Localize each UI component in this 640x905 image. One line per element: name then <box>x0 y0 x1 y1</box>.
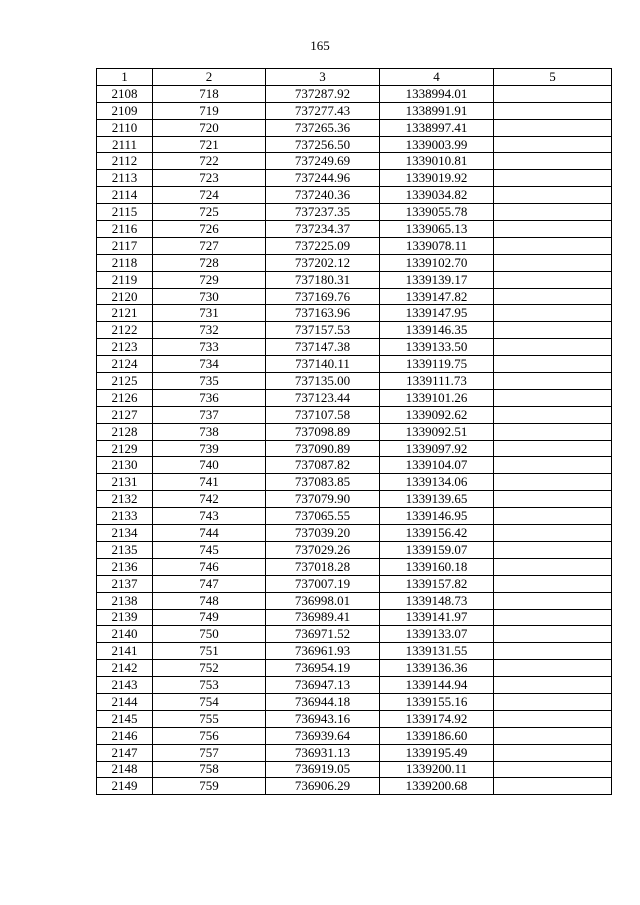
table-cell: 1339078.11 <box>380 237 494 254</box>
table-cell: 2119 <box>97 271 153 288</box>
table-cell: 2116 <box>97 221 153 238</box>
table-cell <box>494 102 612 119</box>
table-cell: 1339174.92 <box>380 710 494 727</box>
table-cell: 728 <box>153 254 266 271</box>
table-cell: 1339101.26 <box>380 389 494 406</box>
table-cell: 2148 <box>97 761 153 778</box>
table-cell: 736939.64 <box>266 727 380 744</box>
table-row <box>97 457 612 474</box>
table-cell <box>494 305 612 322</box>
table-cell: 737163.96 <box>266 305 380 322</box>
table-row <box>97 541 612 558</box>
table-cell: 736954.19 <box>266 660 380 677</box>
table-cell <box>494 85 612 102</box>
table-cell: 737123.44 <box>266 389 380 406</box>
table-cell: 1339019.92 <box>380 170 494 187</box>
table-row <box>97 305 612 322</box>
table-cell: 1338994.01 <box>380 85 494 102</box>
table-cell: 720 <box>153 119 266 136</box>
table-cell <box>494 693 612 710</box>
table-row <box>97 254 612 271</box>
table-cell: 733 <box>153 339 266 356</box>
table-cell: 1339156.42 <box>380 525 494 542</box>
table-cell <box>494 660 612 677</box>
table-cell: 745 <box>153 541 266 558</box>
column-header: 2 <box>153 69 266 86</box>
table-cell <box>494 153 612 170</box>
table-row <box>97 339 612 356</box>
table-cell: 737147.38 <box>266 339 380 356</box>
table-cell <box>494 373 612 390</box>
table-cell: 736931.13 <box>266 744 380 761</box>
table-cell <box>494 508 612 525</box>
table-row <box>97 119 612 136</box>
table-cell: 737029.26 <box>266 541 380 558</box>
table-cell: 736998.01 <box>266 592 380 609</box>
table-cell: 1339092.51 <box>380 423 494 440</box>
table-cell: 752 <box>153 660 266 677</box>
table-cell: 2142 <box>97 660 153 677</box>
table-row <box>97 389 612 406</box>
table-cell: 737090.89 <box>266 440 380 457</box>
table-cell: 737 <box>153 406 266 423</box>
table-cell: 1339155.16 <box>380 693 494 710</box>
table-cell <box>494 136 612 153</box>
table-cell: 722 <box>153 153 266 170</box>
table-cell <box>494 322 612 339</box>
table-cell: 737079.90 <box>266 491 380 508</box>
table-cell: 1339147.82 <box>380 288 494 305</box>
table-cell: 724 <box>153 187 266 204</box>
table-cell: 731 <box>153 305 266 322</box>
table-cell: 2115 <box>97 204 153 221</box>
table-cell <box>494 677 612 694</box>
table-row <box>97 710 612 727</box>
table-cell: 730 <box>153 288 266 305</box>
table-cell <box>494 389 612 406</box>
coordinates-table <box>96 68 612 795</box>
table-cell: 743 <box>153 508 266 525</box>
table-cell <box>494 221 612 238</box>
table-cell: 737249.69 <box>266 153 380 170</box>
table-cell: 2109 <box>97 102 153 119</box>
table-cell <box>494 727 612 744</box>
table-cell: 1339119.75 <box>380 356 494 373</box>
table-cell: 2149 <box>97 778 153 795</box>
table-cell: 734 <box>153 356 266 373</box>
table-cell <box>494 170 612 187</box>
table-cell: 742 <box>153 491 266 508</box>
table-row <box>97 643 612 660</box>
table-cell: 1339104.07 <box>380 457 494 474</box>
table-row <box>97 153 612 170</box>
table-row <box>97 575 612 592</box>
table-cell: 2126 <box>97 389 153 406</box>
column-header: 4 <box>380 69 494 86</box>
table-cell: 2113 <box>97 170 153 187</box>
table-cell: 737107.58 <box>266 406 380 423</box>
table-cell: 2125 <box>97 373 153 390</box>
table-cell: 738 <box>153 423 266 440</box>
table-cell: 736961.93 <box>266 643 380 660</box>
table-cell: 737234.37 <box>266 221 380 238</box>
table-cell: 2145 <box>97 710 153 727</box>
table-cell <box>494 761 612 778</box>
table-cell <box>494 744 612 761</box>
table-row <box>97 102 612 119</box>
table-cell: 737202.12 <box>266 254 380 271</box>
table-cell <box>494 440 612 457</box>
table-cell: 736906.29 <box>266 778 380 795</box>
table-cell <box>494 609 612 626</box>
table-cell: 2133 <box>97 508 153 525</box>
table-cell: 737240.36 <box>266 187 380 204</box>
table-cell: 737135.00 <box>266 373 380 390</box>
table-cell: 737083.85 <box>266 474 380 491</box>
table-cell: 737256.50 <box>266 136 380 153</box>
table-cell: 721 <box>153 136 266 153</box>
table-cell: 1339157.82 <box>380 575 494 592</box>
table-cell: 1339139.65 <box>380 491 494 508</box>
table-row <box>97 440 612 457</box>
table-cell <box>494 643 612 660</box>
table-cell: 756 <box>153 727 266 744</box>
table-cell: 726 <box>153 221 266 238</box>
table-row <box>97 558 612 575</box>
table-cell: 737140.11 <box>266 356 380 373</box>
table-cell: 736 <box>153 389 266 406</box>
table-cell: 737157.53 <box>266 322 380 339</box>
table-cell: 736971.52 <box>266 626 380 643</box>
table-cell: 1339092.62 <box>380 406 494 423</box>
table-cell: 1339055.78 <box>380 204 494 221</box>
table-cell: 2134 <box>97 525 153 542</box>
table-cell: 1339200.68 <box>380 778 494 795</box>
table-cell: 1339195.49 <box>380 744 494 761</box>
table-row <box>97 474 612 491</box>
table-cell: 739 <box>153 440 266 457</box>
table-cell: 1339159.07 <box>380 541 494 558</box>
table-cell: 737065.55 <box>266 508 380 525</box>
table-cell: 1339146.95 <box>380 508 494 525</box>
table-cell: 1339144.94 <box>380 677 494 694</box>
table-cell: 723 <box>153 170 266 187</box>
table-row <box>97 525 612 542</box>
table-row <box>97 170 612 187</box>
table-cell: 2140 <box>97 626 153 643</box>
table-cell: 736947.13 <box>266 677 380 694</box>
table-cell: 753 <box>153 677 266 694</box>
table-cell: 1339200.11 <box>380 761 494 778</box>
table-cell: 737277.43 <box>266 102 380 119</box>
table-cell: 737180.31 <box>266 271 380 288</box>
table-cell <box>494 778 612 795</box>
table-row <box>97 744 612 761</box>
table-cell: 736943.16 <box>266 710 380 727</box>
table-cell: 754 <box>153 693 266 710</box>
column-header: 3 <box>266 69 380 86</box>
table-cell: 2141 <box>97 643 153 660</box>
table-cell: 737169.76 <box>266 288 380 305</box>
table-row <box>97 406 612 423</box>
table-cell: 737039.20 <box>266 525 380 542</box>
table-cell: 1339133.50 <box>380 339 494 356</box>
page-number: 165 <box>310 38 330 53</box>
table-row <box>97 727 612 744</box>
table-cell <box>494 254 612 271</box>
table-row <box>97 508 612 525</box>
table-cell: 1339141.97 <box>380 609 494 626</box>
table-cell: 746 <box>153 558 266 575</box>
table-cell: 2146 <box>97 727 153 744</box>
table-cell <box>494 204 612 221</box>
table-cell: 758 <box>153 761 266 778</box>
table-cell: 1338997.41 <box>380 119 494 136</box>
table-cell: 2138 <box>97 592 153 609</box>
table-cell: 2132 <box>97 491 153 508</box>
table-cell: 747 <box>153 575 266 592</box>
table-row <box>97 187 612 204</box>
table-cell: 2130 <box>97 457 153 474</box>
table-row <box>97 356 612 373</box>
table-row <box>97 85 612 102</box>
table-cell: 2137 <box>97 575 153 592</box>
table-cell: 748 <box>153 592 266 609</box>
table-cell: 2129 <box>97 440 153 457</box>
table-cell: 2143 <box>97 677 153 694</box>
table-cell: 736919.05 <box>266 761 380 778</box>
column-header: 5 <box>494 69 612 86</box>
table-cell: 718 <box>153 85 266 102</box>
table-cell: 727 <box>153 237 266 254</box>
table-cell: 2147 <box>97 744 153 761</box>
table-cell <box>494 491 612 508</box>
table-cell: 1338991.91 <box>380 102 494 119</box>
table-cell: 2123 <box>97 339 153 356</box>
table-cell: 2128 <box>97 423 153 440</box>
table-cell: 1339010.81 <box>380 153 494 170</box>
table-cell: 2122 <box>97 322 153 339</box>
table-cell <box>494 457 612 474</box>
table-cell: 2120 <box>97 288 153 305</box>
table-cell: 732 <box>153 322 266 339</box>
table-cell: 749 <box>153 609 266 626</box>
table-row <box>97 592 612 609</box>
table-row <box>97 778 612 795</box>
table-cell: 736944.18 <box>266 693 380 710</box>
table-cell: 2117 <box>97 237 153 254</box>
table-cell: 1339065.13 <box>380 221 494 238</box>
table-cell: 2131 <box>97 474 153 491</box>
table-header-row <box>97 69 612 86</box>
table-cell: 725 <box>153 204 266 221</box>
table-cell: 2139 <box>97 609 153 626</box>
table-row <box>97 423 612 440</box>
table-cell: 1339034.82 <box>380 187 494 204</box>
table-cell: 2114 <box>97 187 153 204</box>
table-cell: 729 <box>153 271 266 288</box>
table-cell <box>494 187 612 204</box>
table-cell: 744 <box>153 525 266 542</box>
table-cell <box>494 575 612 592</box>
table-body <box>97 85 612 794</box>
table-cell: 737087.82 <box>266 457 380 474</box>
table-cell: 1339147.95 <box>380 305 494 322</box>
table-cell: 2124 <box>97 356 153 373</box>
table-cell <box>494 474 612 491</box>
table-cell <box>494 541 612 558</box>
table-cell: 737225.09 <box>266 237 380 254</box>
table-cell: 1339131.55 <box>380 643 494 660</box>
table-row <box>97 271 612 288</box>
table-cell <box>494 525 612 542</box>
table-row <box>97 237 612 254</box>
table-cell <box>494 271 612 288</box>
table-cell <box>494 592 612 609</box>
table-row <box>97 693 612 710</box>
table-row <box>97 204 612 221</box>
table-row <box>97 660 612 677</box>
table-row <box>97 288 612 305</box>
table-cell <box>494 237 612 254</box>
table-row <box>97 491 612 508</box>
table-cell: 2144 <box>97 693 153 710</box>
table-cell: 1339136.36 <box>380 660 494 677</box>
table-cell: 737007.19 <box>266 575 380 592</box>
table-cell: 736989.41 <box>266 609 380 626</box>
table-cell: 2108 <box>97 85 153 102</box>
table-cell: 2118 <box>97 254 153 271</box>
table-cell: 1339102.70 <box>380 254 494 271</box>
table-row <box>97 609 612 626</box>
table-cell <box>494 626 612 643</box>
table-cell: 1339160.18 <box>380 558 494 575</box>
table-cell: 759 <box>153 778 266 795</box>
table-cell <box>494 288 612 305</box>
table-cell: 735 <box>153 373 266 390</box>
table-cell: 755 <box>153 710 266 727</box>
table-cell: 1339097.92 <box>380 440 494 457</box>
table-row <box>97 136 612 153</box>
table-cell: 1339186.60 <box>380 727 494 744</box>
table-cell: 737287.92 <box>266 85 380 102</box>
table-cell: 1339146.35 <box>380 322 494 339</box>
table-cell: 2111 <box>97 136 153 153</box>
table-cell: 1339003.99 <box>380 136 494 153</box>
table-cell: 751 <box>153 643 266 660</box>
table-row <box>97 322 612 339</box>
table-cell: 1339111.73 <box>380 373 494 390</box>
table-cell: 2121 <box>97 305 153 322</box>
table-cell: 2110 <box>97 119 153 136</box>
table-cell: 740 <box>153 457 266 474</box>
table-cell <box>494 356 612 373</box>
table-cell: 750 <box>153 626 266 643</box>
table-cell: 719 <box>153 102 266 119</box>
column-header: 1 <box>97 69 153 86</box>
table-row <box>97 373 612 390</box>
table-row <box>97 761 612 778</box>
table-cell: 1339134.06 <box>380 474 494 491</box>
table-cell: 2112 <box>97 153 153 170</box>
table-cell: 1339139.17 <box>380 271 494 288</box>
table-cell <box>494 710 612 727</box>
table-cell: 2127 <box>97 406 153 423</box>
table-cell: 741 <box>153 474 266 491</box>
table-cell <box>494 406 612 423</box>
table-row <box>97 221 612 238</box>
table-cell: 737237.35 <box>266 204 380 221</box>
table-cell: 757 <box>153 744 266 761</box>
table-cell <box>494 423 612 440</box>
table-cell: 737244.96 <box>266 170 380 187</box>
table-cell <box>494 339 612 356</box>
table-cell: 1339148.73 <box>380 592 494 609</box>
table-cell: 2136 <box>97 558 153 575</box>
table-cell <box>494 119 612 136</box>
table-cell: 2135 <box>97 541 153 558</box>
table-row <box>97 677 612 694</box>
table-cell <box>494 558 612 575</box>
table-cell: 737265.36 <box>266 119 380 136</box>
table-cell: 737098.89 <box>266 423 380 440</box>
table-cell: 737018.28 <box>266 558 380 575</box>
table-row <box>97 626 612 643</box>
table-cell: 1339133.07 <box>380 626 494 643</box>
